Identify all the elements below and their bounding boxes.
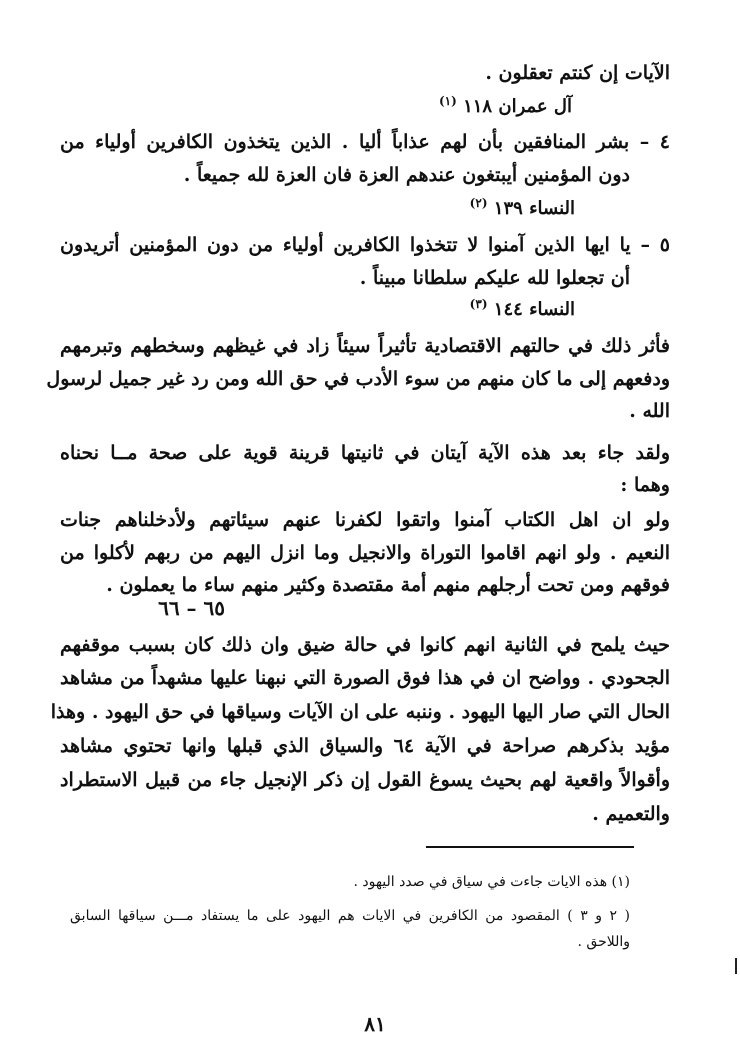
verse-reference-2-text: النساء ١٣٩ (493, 198, 575, 219)
text-line-17: مؤيد بذكرهم صراحة في الآية ٦٤ والسياق الذي قبلها وانها تحتوي مشاهد (60, 735, 670, 757)
text-line-9: ولقد جاء بعد هذه الآية آيتان في ثانيتها قرينة قوية على صحة مــا نحناه (60, 442, 670, 464)
text-line-7: ودفعهم إلى ما كان منهم من سوء الأدب في حق الله ومن رد غير جميل لرسول (46, 368, 670, 390)
text-line-19: والتعميم . (592, 803, 670, 825)
footnote-marker-3: (٣) (469, 297, 488, 311)
text-line-2: ٤ – بشر المنافقين بأن لهم عذاباً أليا . الذين يتخذون الكافرين أولياء من (60, 131, 670, 153)
footnote-marker-2: (٢) (469, 196, 488, 210)
text-line-16: الحال التي صار اليها اليهود . وننبه على ان الآيات وسياقها في حق اليهود . وهذا (50, 701, 670, 723)
verse-reference-3 (470, 297, 575, 320)
page-number: ٨١ (364, 1012, 386, 1036)
text-line-11: ولو ان اهل الكتاب آمنوا واتقوا لكفرنا عنهم سيئاتهم ولأدخلناهم جنات (60, 509, 670, 531)
text-line-13: فوقهم ومن تحت أرجلهم منهم أمة مقتصدة وكثير منهم ساء ما يعملون . (106, 574, 670, 596)
text-line-5: أن تجعلوا لله عليكم سلطانا مبيناً . (359, 267, 630, 289)
footnote-marker-1: (١) (438, 94, 457, 108)
footnote-2-continued: واللاحق . (577, 934, 630, 950)
text-line-10: وهما : (620, 474, 670, 496)
text-line-6: فأثر ذلك في حالتهم الاقتصادية تأثيراً سيئاً زاد في غيظهم وسخطهم وتبرمهم (60, 335, 670, 357)
text-line-1: الآيات إن كنتم تعقلون . (485, 62, 670, 84)
verse-numbers: ٦٥ – ٦٦ (158, 596, 225, 620)
scan-edge-mark (735, 958, 737, 974)
verse-reference-3-text: النساء ١٤٤ (493, 299, 575, 320)
text-line-4: ٥ – يا ايها الذين آمنوا لا تتخذوا الكافرين أولياء من دون المؤمنين أتريدون (60, 234, 670, 256)
verse-reference-1-text: آل عمران ١١٨ (463, 96, 572, 117)
verse-reference-1 (439, 94, 572, 117)
footnote-1: (١) هذه الايات جاءت في سياق في صدد اليهود . (353, 874, 630, 890)
text-line-15: الجحودي . وواضح ان في هذا فوق الصورة التي نبهنا عليها مشهداً من مشاهد (60, 667, 670, 689)
text-line-12: النعيم . ولو انهم اقاموا التوراة والانجيل وما انزل اليهم من ربهم لأكلوا من (60, 542, 670, 564)
footnote-divider (426, 846, 634, 848)
text-line-18: وأقوالاً واقعية لهم بحيث يسوغ القول إن ذكر الإنجيل جاء من قبيل الاستطراد (60, 769, 670, 791)
text-line-14: حيث يلمح في الثانية انهم كانوا في حالة ضيق وان ذلك كان بسبب موقفهم (60, 634, 670, 656)
footnote-2: ( ٢ و ٣ ) المقصود من الكافرين في الايات هم اليهود على ما يستفاد مـــن سياقها السابق (70, 908, 630, 924)
text-line-8: الله . (629, 400, 670, 422)
text-line-3: دون المؤمنين أيبتغون عندهم العزة فان العزة لله جميعاً . (183, 164, 630, 186)
verse-reference-2 (470, 196, 575, 219)
